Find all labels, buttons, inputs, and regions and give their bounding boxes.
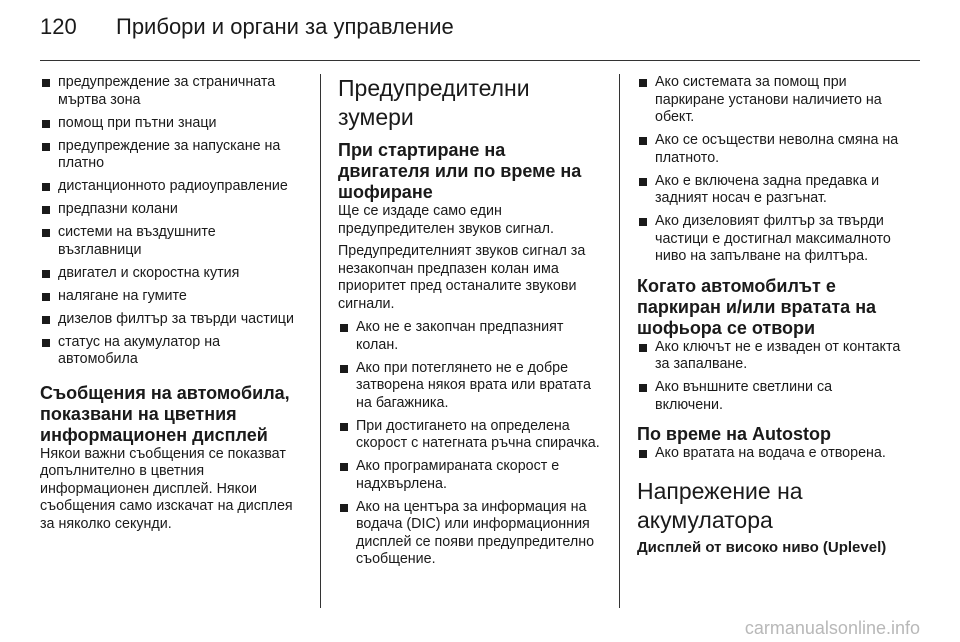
section-heading-messages: Съобщения на автомобила, показвани на цветния информационен дисплей [40, 382, 290, 445]
subheading-autostop: По време на Autostop [637, 424, 831, 444]
list-item: Ако вратата на водача е отворена. [637, 445, 903, 463]
list-item: Ако се осъществи неволна смяна на платното. [637, 132, 903, 167]
bullet-square-icon [340, 423, 348, 431]
bullet-square-icon [639, 344, 647, 352]
bullet-square-icon [340, 463, 348, 471]
bullet-square-icon [42, 316, 50, 324]
bullet-square-icon [42, 293, 50, 301]
bullet-square-icon [42, 229, 50, 237]
parked-conditions-list [637, 339, 903, 415]
list-item: Ако е включена задна предавка и задният носач е разгънат. [637, 173, 903, 208]
paragraph-single-chime: Ще се издаде само един предупредителен звуков сигнал. [338, 203, 554, 237]
bullet-square-icon [639, 384, 647, 392]
column-divider-2 [619, 74, 620, 608]
section-paragraph: Някои важни съобщения се показват допълнително в цветния информационен дисплей. Някои съобщения само изскачат на дисплея за няколко секунди. [40, 445, 293, 532]
watermark: carmanualsonline.info [744, 618, 920, 638]
bullet-square-icon [639, 137, 647, 145]
bullet-square-icon [42, 120, 50, 128]
bullet-square-icon [42, 270, 50, 278]
list-item: Ако на центъра за информация на водача (DIC) или информационния дисплей се появи предупредително съобщение. [338, 499, 600, 569]
list-item: помощ при пътни знаци [40, 115, 302, 133]
bullet-square-icon [42, 183, 50, 191]
section-title-warning-chimes: Предупредителни зумери [338, 75, 530, 130]
subheading-engine-start: При стартиране на двигателя или по време на шофиране [338, 140, 582, 202]
list-item: статус на акумулатор на автомобила [40, 334, 302, 369]
column-3 [637, 74, 903, 557]
list-item: Ако при потеглянето не е добре затворена някоя врата или вратата на багажника. [338, 360, 600, 413]
chime-conditions-list [338, 319, 600, 569]
list-item: Ако програмираната скорост е надхвърлена. [338, 458, 600, 493]
list-item: Ако външните светлини са включени. [637, 379, 903, 414]
list-item: дизелов филтър за твърди частици [40, 311, 302, 329]
list-item: Ако дизеловият филтър за твърди частици е достигнал максималното ниво на запълване на филтъра. [637, 213, 903, 266]
column-1 [40, 74, 302, 533]
page-number: 120 [40, 14, 77, 39]
list-item: предупреждение за страничната мъртва зона [40, 74, 302, 109]
list-item: предпазни колани [40, 201, 302, 219]
column-divider-1 [320, 74, 321, 608]
list-item: системи на въздушните възглавници [40, 224, 302, 259]
feature-list [40, 74, 302, 369]
subheading-parked: Когато автомобилът е паркиран и/или вратата на шофьора се отвори [637, 275, 877, 338]
bullet-square-icon [42, 206, 50, 214]
chime-conditions-list-continued [637, 74, 903, 266]
list-item: Ако не е закопчан предпазният колан. [338, 319, 600, 354]
bullet-square-icon [639, 178, 647, 186]
bullet-square-icon [340, 324, 348, 332]
bullet-square-icon [639, 218, 647, 226]
list-item: двигател и скоростна кутия [40, 265, 302, 283]
list-item: предупреждение за напускане на платно [40, 138, 302, 173]
bullet-square-icon [42, 339, 50, 347]
subheading-uplevel-display: Дисплей от високо ниво (Uplevel) [637, 538, 887, 556]
bullet-square-icon [42, 143, 50, 151]
list-item: Ако ключът не е изваден от контакта за запалване. [637, 339, 903, 374]
bullet-square-icon [639, 79, 647, 87]
bullet-square-icon [340, 365, 348, 373]
bullet-square-icon [340, 504, 348, 512]
paragraph-seatbelt-priority: Предупредителният звуков сигнал за незакопчан предпазен колан има приоритет пред останалите звукови сигнали. [338, 243, 586, 312]
column-2 [338, 74, 600, 574]
section-title-battery-voltage: Напрежение на акумулатора [637, 477, 803, 533]
page-header [40, 14, 454, 54]
bullet-square-icon [42, 79, 50, 87]
list-item: При достигането на определена скорост с натегната ръчна спирачка. [338, 418, 600, 453]
list-item: налягане на гумите [40, 288, 302, 306]
header-divider [40, 60, 920, 61]
list-item: Ако системата за помощ при паркиране установи наличието на обект. [637, 74, 903, 127]
page-title: Прибори и органи за управление [116, 14, 454, 39]
list-item: дистанционното радиоуправление [40, 178, 302, 196]
autostop-conditions-list [637, 445, 903, 463]
bullet-square-icon [639, 450, 647, 458]
